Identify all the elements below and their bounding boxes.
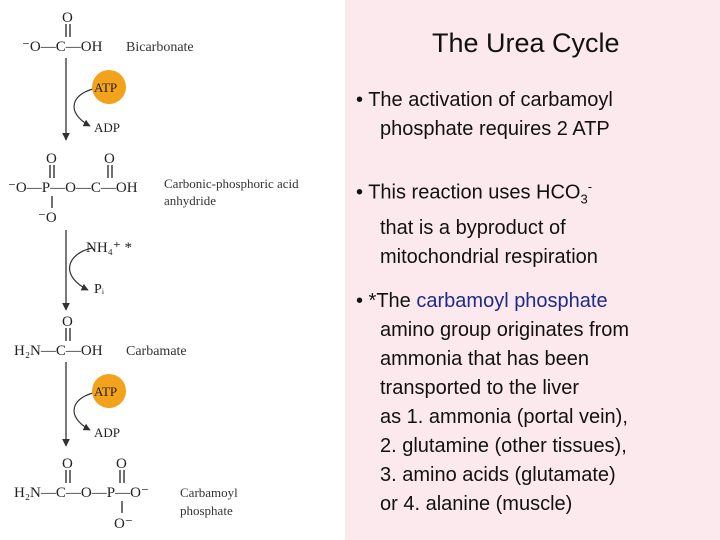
carbamate-label: Carbamate [126, 344, 187, 359]
bicarbonate-label: Bicarbonate [126, 40, 194, 55]
pi-label: Pᵢ [94, 282, 105, 297]
slide-title: The Urea Cycle [432, 28, 620, 58]
bullet-2-superscript: - [587, 179, 593, 194]
bicarbonate-formula: ⁻O—C—OH [22, 39, 103, 55]
carbamoyl-label-1: Carbamoyl [180, 485, 238, 500]
atp-label-2: ATP [94, 384, 118, 399]
bullet-3-highlight: carbamoyl phosphate [416, 290, 608, 312]
bullet-3-line-1 [356, 287, 629, 316]
carbamoyl-o-p: O [116, 456, 127, 472]
carbamoyl-phosphate-structure [14, 456, 238, 532]
anhydride-formula: ⁻O—P—O—C—OH [8, 180, 138, 196]
bullet-atp-requirement [356, 86, 613, 144]
anhydride-label-1: Carbonic-phosphoric acid [164, 176, 299, 191]
bullet-3-line-3: ammonia that has been [380, 348, 590, 370]
bullet-2-line-2: that is a byproduct of [380, 216, 566, 239]
carbamoyl-formula: H₂N—C—O—P—O⁻ [14, 485, 149, 501]
anhydride-bottom-oxygen: ⁻O [38, 210, 57, 226]
carbamoyl-label-2: phosphate [180, 503, 233, 518]
atp-label-1: ATP [94, 80, 118, 95]
urea-cycle-diagram [0, 0, 345, 540]
bullet-1-line-2: phosphate requires 2 ATP [380, 118, 610, 140]
bullet-3-line-7: 3. amino acids (glutamate) [380, 464, 616, 486]
bicarbonate-top-oxygen: O [62, 10, 73, 26]
anhydride-o-c: O [104, 151, 115, 167]
bullet-1-line-1: • The activation of carbamoyl [356, 89, 613, 111]
carbamoyl-bottom-oxygen: O⁻ [114, 516, 133, 532]
anhydride-o-p: O [46, 151, 57, 167]
bullet-3-line-5: as 1. ammonia (portal vein), [380, 406, 628, 428]
bullet-2-subscript: 3 [580, 191, 588, 207]
carbamate-structure [14, 314, 187, 359]
bullet-2-prefix: • This reaction uses HCO [356, 181, 581, 204]
carbamoyl-o-c: O [62, 456, 73, 472]
bullet-3-prefix: • *The [356, 290, 417, 312]
bullet-2-line-1 [356, 172, 598, 214]
bullet-2-line-3: mitochondrial respiration [380, 245, 598, 268]
anhydride-structure [8, 151, 299, 226]
bullet-amino-group-origin [356, 287, 629, 519]
bullet-3-line-8: or 4. alanine (muscle) [380, 493, 573, 515]
adp-label-2: ADP [94, 425, 121, 440]
carbamate-formula: H₂N—C—OH [14, 343, 103, 359]
anhydride-label-2: anhydride [164, 193, 216, 208]
bullet-3-line-4: transported to the liver [380, 377, 579, 399]
bullet-3-line-2: amino group originates from [380, 319, 630, 341]
carbamate-top-oxygen: O [62, 314, 73, 330]
bicarbonate-structure [22, 10, 194, 55]
bullet-hco3 [356, 172, 598, 272]
bullet-3-line-6: 2. glutamine (other tissues), [380, 435, 627, 457]
adp-label-1: ADP [94, 120, 121, 135]
nh4-label: NH₄⁺ * [86, 240, 133, 256]
